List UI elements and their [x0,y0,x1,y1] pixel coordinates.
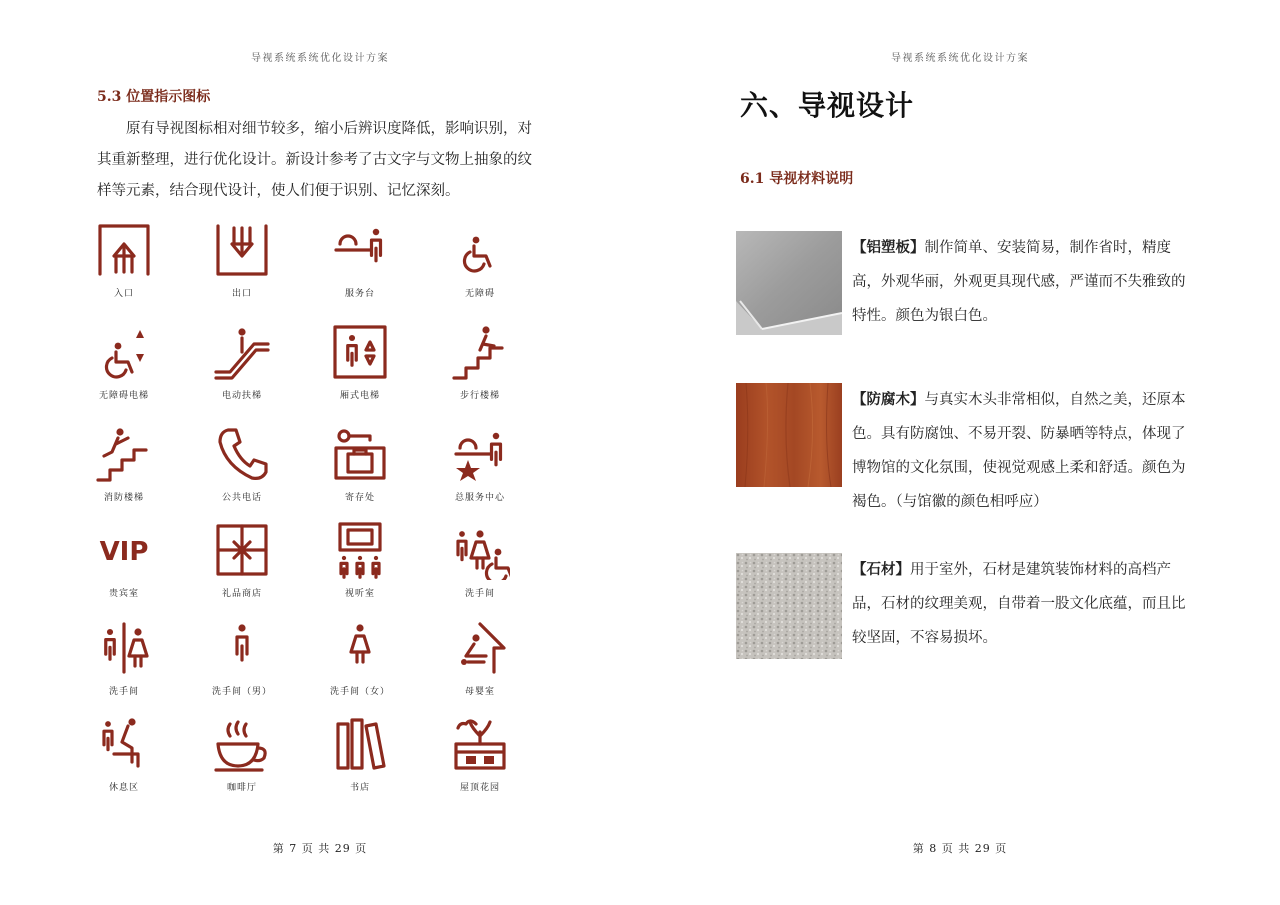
entrance-icon [94,220,154,280]
restroom-female-icon [330,618,390,678]
icon-cell [424,322,536,401]
vip-icon [94,520,154,580]
icon-label: 厢式电梯 [339,391,380,401]
section-heading: 6.1 导视材料说明 [740,171,854,187]
material-text [852,553,1192,655]
nursing-room-icon [450,618,510,678]
icon-label: 寄存处 [344,493,375,503]
bookstore-icon [330,714,390,774]
icon-cell [304,220,416,299]
audiovisual-room-icon [330,520,390,580]
running-header: 导视系统系统优化设计方案 [891,53,1029,64]
icon-label: 休息区 [108,783,139,793]
rest-area-icon [94,714,154,774]
icon-label: 步行楼梯 [459,391,500,401]
icon-cell [304,520,416,599]
icon-label: 无障碍 [464,289,495,299]
icon-label: 母婴室 [464,687,495,697]
icon-cell [186,220,298,299]
icon-cell [424,520,536,599]
icon-label: 公共电话 [221,493,262,503]
icon-label: 电动扶梯 [221,391,262,401]
icon-label: 出口 [231,289,252,299]
icon-cell [186,520,298,599]
icon-cell [424,618,536,697]
escalator-icon [212,322,272,382]
icon-label: 书店 [349,783,370,793]
icon-cell [68,322,180,401]
icon-cell [68,520,180,599]
accessible-icon [450,220,510,280]
icon-cell [304,618,416,697]
intro-paragraph: 原有导视图标相对细节较多，缩小后辨识度降低，影响识别，对其重新整理，进行优化设计。新设计参考了古文字与文物上抽象的纹样等元素，结合现代设计，使人们便于识别、记忆深刻。 [97,121,532,199]
icon-cell [68,424,180,503]
icon-cell [424,220,536,299]
chapter-title: 六、导视设计 [740,89,915,122]
roof-garden-icon [450,714,510,774]
restroom-male-icon [212,618,272,678]
icon-label: 无障碍电梯 [98,391,149,401]
icon-label: 洗手间 [108,687,139,697]
material-name: 【防腐木】 [852,391,925,408]
icon-cell [424,714,536,793]
icon-cell [304,322,416,401]
material-description: 用于室外，石材是建筑装饰材料的高档产品，石材的纹理美观，自带着一股文化底蕴，而且比较坚固，不容易损坏。 [852,562,1186,646]
stairs-icon [450,322,510,382]
icon-label: 贵宾室 [108,589,139,599]
telephone-icon [212,424,272,484]
stone-swatch [736,553,842,659]
icon-label: 洗手间 [464,589,495,599]
material-description: 与真实木头非常相似，自然之美，还原本色。具有防腐蚀、不易开裂、防暴晒等特点，体现了博物馆的文化氛围，使视觉观感上柔和舒适。颜色为褐色。（与馆徽的颜色相呼应） [852,392,1186,510]
page-footer: 第 8 页 共 29 页 [912,842,1008,855]
icon-label: 礼品商店 [221,589,262,599]
icon-cell [186,424,298,503]
icon-cell [68,618,180,697]
icon-cell [186,714,298,793]
icon-cell [68,714,180,793]
icon-label: 视听室 [344,589,375,599]
luggage-storage-icon [330,424,390,484]
icon-cell [186,618,298,697]
fire-stairs-icon [94,424,154,484]
icon-label: 入口 [113,289,134,299]
exit-icon [212,220,272,280]
icon-label: 总服务中心 [454,493,505,503]
icon-cell [304,714,416,793]
section-heading: 5.3 位置指示图标 [97,89,211,105]
material-text [852,231,1192,333]
icon-cell [304,424,416,503]
service-desk-icon [330,220,390,280]
material-text [852,383,1192,519]
svg-text:VIP: VIP [99,537,149,567]
wood-swatch [736,383,842,487]
restroom-family-icon [450,520,510,580]
aluminum-swatch [736,231,842,335]
icon-label: 消防楼梯 [103,493,144,503]
icon-label: 洗手间（女） [329,687,390,697]
accessible-elevator-icon [94,322,154,382]
running-header: 导视系统系统优化设计方案 [251,53,389,64]
icon-cell [424,424,536,503]
material-name: 【铝塑板】 [852,239,925,256]
material-description: 制作简单、安装简易，制作省时，精度高，外观华丽，外观更具现代感，严谨而不失雅致的特性。颜色为银白色。 [852,240,1186,324]
icon-label: 屋顶花园 [459,783,500,793]
icon-label: 洗手间（男） [211,687,272,697]
page-footer: 第 7 页 共 29 页 [272,842,368,855]
elevator-icon [330,322,390,382]
icon-cell [186,322,298,401]
icon-label: 服务台 [344,289,375,299]
cafe-icon [212,714,272,774]
gift-shop-icon [212,520,272,580]
main-service-center-icon [450,424,510,484]
restroom-icon [94,618,154,678]
material-name: 【石材】 [852,561,910,578]
icon-label: 咖啡厅 [226,783,257,793]
icon-cell [68,220,180,299]
